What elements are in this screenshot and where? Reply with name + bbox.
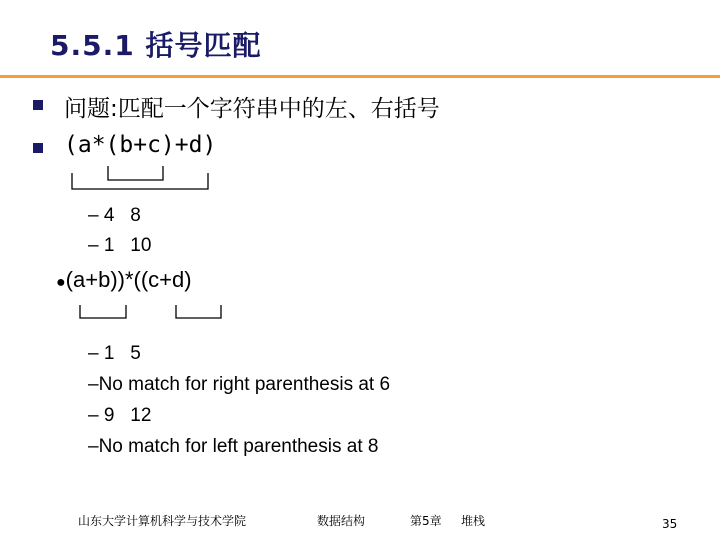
result-text: 4 8 (103, 205, 141, 226)
result-line (88, 205, 141, 227)
inner-pair-bracket (108, 166, 163, 180)
result-text: No match for right parenthesis at 6 (98, 374, 391, 395)
footer-chapter: 第5章 (410, 514, 442, 528)
result-line (88, 235, 151, 257)
result-text: 9 12 (103, 405, 152, 426)
result-line (88, 374, 390, 396)
dash-marker: – (88, 205, 99, 226)
outer-pair-bracket (72, 173, 208, 189)
dash-marker: – (88, 235, 99, 256)
pair-1-5-bracket (80, 305, 126, 318)
result-text: No match for left parenthesis at 8 (98, 436, 379, 457)
footer-course: 数据结构 (317, 514, 366, 528)
dot-bullet-icon: ● (56, 274, 66, 291)
result-line (88, 405, 151, 427)
dash-marker: – (88, 343, 99, 364)
bullet-expression-text: (a*(b+c)+d) (64, 132, 217, 158)
bullet-problem-text: 问题:匹配一个字符串中的左、右括号 (64, 96, 440, 122)
dash-marker: – (88, 374, 99, 395)
result-line (88, 343, 141, 365)
example-2-expression: (a+b))*((c+d) (65, 267, 192, 292)
dash-marker: – (88, 405, 99, 426)
slide-title: 5.5.1 括号匹配 (50, 29, 262, 62)
dash-marker: – (88, 436, 99, 457)
pair-9-12-bracket (176, 305, 221, 318)
page-number: 35 (662, 517, 678, 531)
result-text: 1 5 (103, 343, 141, 364)
result-text: 1 10 (103, 235, 152, 256)
example-2-line (56, 267, 192, 293)
result-line (88, 436, 378, 458)
footer-topic: 堆栈 (461, 514, 486, 528)
footer-school: 山东大学计算机科学与技术学院 (78, 514, 247, 528)
